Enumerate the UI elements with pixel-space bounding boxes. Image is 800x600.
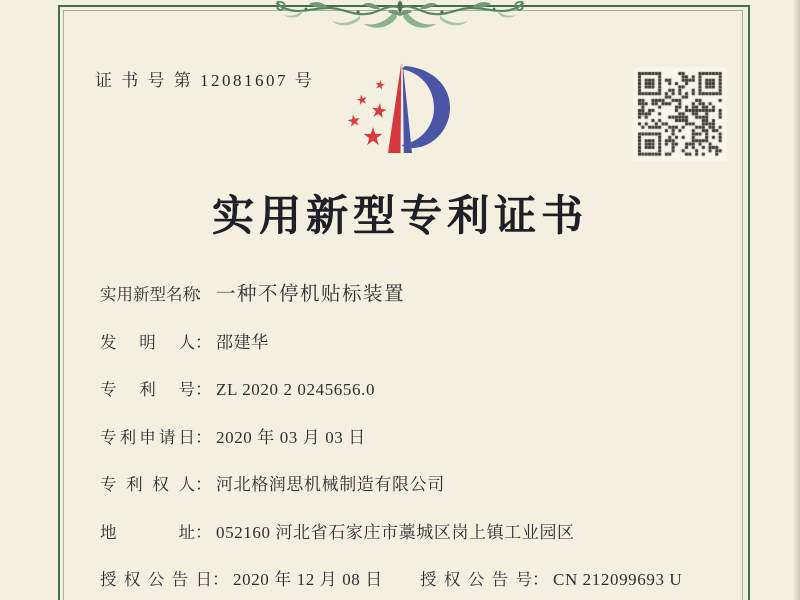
field-value: 河北格润思机械制造有限公司 xyxy=(216,475,445,494)
floral-border-ornament-icon xyxy=(272,0,528,34)
field-row-patent-number xyxy=(100,378,375,402)
field-row-address xyxy=(100,521,575,545)
certificate-number: 证 书 号 第 12081607 号 xyxy=(95,71,315,90)
field-label: 实用新型名称 xyxy=(100,285,199,304)
field-colon: ： xyxy=(195,333,212,352)
field-colon: ： xyxy=(195,428,212,447)
field-value: ZL 2020 2 0245656.0 xyxy=(216,380,376,399)
field-label: 授权公告日 xyxy=(100,570,212,589)
field-value: 2020 年 03 月 03 日 xyxy=(216,428,366,447)
qr-code xyxy=(633,67,727,161)
field-row-grant-number xyxy=(420,568,682,592)
paper-edge-shadow xyxy=(793,0,800,600)
field-colon: ： xyxy=(195,475,212,494)
field-value: 052160 河北省石家庄市藁城区岗上镇工业园区 xyxy=(216,523,575,542)
field-colon: ： xyxy=(195,523,212,542)
field-colon: ： xyxy=(195,285,212,304)
field-colon: ： xyxy=(532,570,549,589)
field-label: 专利权人 xyxy=(100,475,195,494)
field-colon: ： xyxy=(195,380,212,399)
field-value: 2020 年 12 月 08 日 xyxy=(233,570,383,589)
field-row-patentee xyxy=(100,473,445,497)
field-row-invention-name xyxy=(100,283,405,307)
cnipa-patent-logo-icon xyxy=(336,54,466,166)
field-row-inventor xyxy=(100,331,269,355)
field-row-grant-date xyxy=(100,568,383,592)
field-value: 邵建华 xyxy=(216,333,269,352)
certificate-title: 实用新型专利证书 xyxy=(211,194,588,240)
field-label: 专利号 xyxy=(100,380,195,399)
field-label: 发明人 xyxy=(100,333,195,352)
field-value: CN 212099693 U xyxy=(553,570,683,589)
field-colon: ： xyxy=(212,570,229,589)
field-label: 专利申请日 xyxy=(100,428,195,447)
field-value: 一种不停机贴标装置 xyxy=(216,284,406,305)
field-row-filing-date xyxy=(100,426,366,450)
field-label: 授权公告号 xyxy=(420,570,532,589)
field-label: 地址 xyxy=(100,523,195,542)
